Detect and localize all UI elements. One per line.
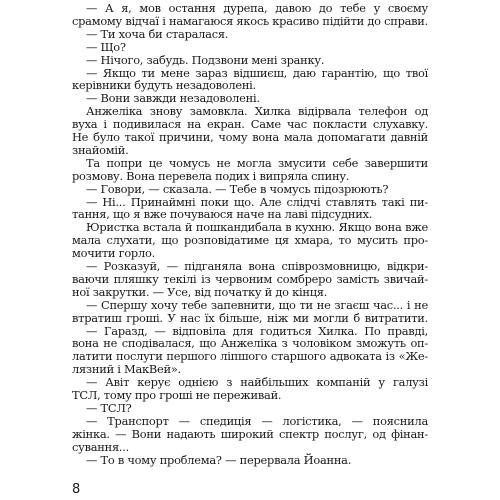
text-line: Та попри це чомусь не могла змусити себе завершити <box>86 155 428 170</box>
text-line: — Спершу хочу тебе запевнити, що ти не згаєш час... і не <box>86 297 428 312</box>
text-line: — А я, мов остання дурепа, давою до тебе у своєму <box>86 1 428 15</box>
text-line: ної закрутки. — Усе, від початку й до кінця. <box>72 284 328 299</box>
text-line: — Нічого, забудь. Подзвони мені зранку. <box>86 52 325 67</box>
text-line: лязний і МакВей». <box>72 362 181 377</box>
text-line: Анжеліка знову замовкла. Хилка відірвала телефон од <box>86 104 428 119</box>
text-line: — Говори, — сказала. — Тебе в чомусь підозрюють? <box>86 181 389 196</box>
text-line: Юристка встала й пошкандибала в кухню. Якщо вона вже <box>86 220 428 235</box>
text-line: вуха і подивилася на екран. Саме час покласти слухавку. <box>72 117 428 132</box>
text-line: тання, що я вже почуваюся наче на лаві підсудних. <box>72 207 373 222</box>
text-line: латити послуги першого ліпшого старшого адвоката із «Же- <box>72 349 428 364</box>
text-line: мала слухати, що розповідатиме ця хмара, то мусить про- <box>72 233 428 248</box>
text-line: — Розказуй, — підганяла вона співрозмовницю, відкри- <box>86 259 428 273</box>
text-line: — Авіт керує однією з найбільших компаній у галузі <box>86 375 428 390</box>
text-line: — Гаразд, — відповіла для годиться Хилка. По правді, <box>86 323 428 338</box>
text-line: керівники будуть незадоволені. <box>72 78 256 93</box>
text-line: сування... <box>72 439 130 454</box>
text-line: ТСЛ, тому про гроші не переживай. <box>72 388 282 402</box>
text-line: втратиш гроші. У нас їх більше, ніж ми могли б витратити. <box>72 310 428 325</box>
text-line: — Транспорт — спедиція — логістика, — пояснила <box>86 413 428 428</box>
text-line: знайомій. <box>72 142 129 157</box>
text-line: ваючи пляшку текілі із червоним сомбреро замість звичай- <box>72 271 428 286</box>
text-line: жінка. — Вони надають широкий спектр послуг, од фінан- <box>72 426 428 441</box>
text-line: розмову. Вона перевела подих і випряла спину. <box>72 168 350 183</box>
text-line: вона не сподівалася, що Анжеліка з чоловіком зможуть оп- <box>72 336 428 351</box>
text-line: — Ні... Принаймні поки що. Але слідчі ставлять такі пи- <box>86 194 428 209</box>
text-line: — То в чому проблема? — перервала Йоанна. <box>86 452 352 467</box>
text-line: мочити горло. <box>72 246 155 261</box>
text-line: — Вони завжди незадоволені. <box>86 91 260 106</box>
page-number: 8 <box>72 482 81 497</box>
text-line: — Ти хоча би старалася. <box>86 26 229 41</box>
text-line: — ТСЛ? <box>86 400 132 415</box>
text-line: Не було такої причини, чому вона мала допомагати давній <box>72 130 428 144</box>
text-line: — Що? <box>86 39 126 54</box>
text-line: — Якщо ти мене зараз відшиєш, даю гарантію, що твої <box>86 65 428 80</box>
text-line: срамому відчаї і намагаюся якось красиво підійти до справи. <box>72 13 429 28</box>
